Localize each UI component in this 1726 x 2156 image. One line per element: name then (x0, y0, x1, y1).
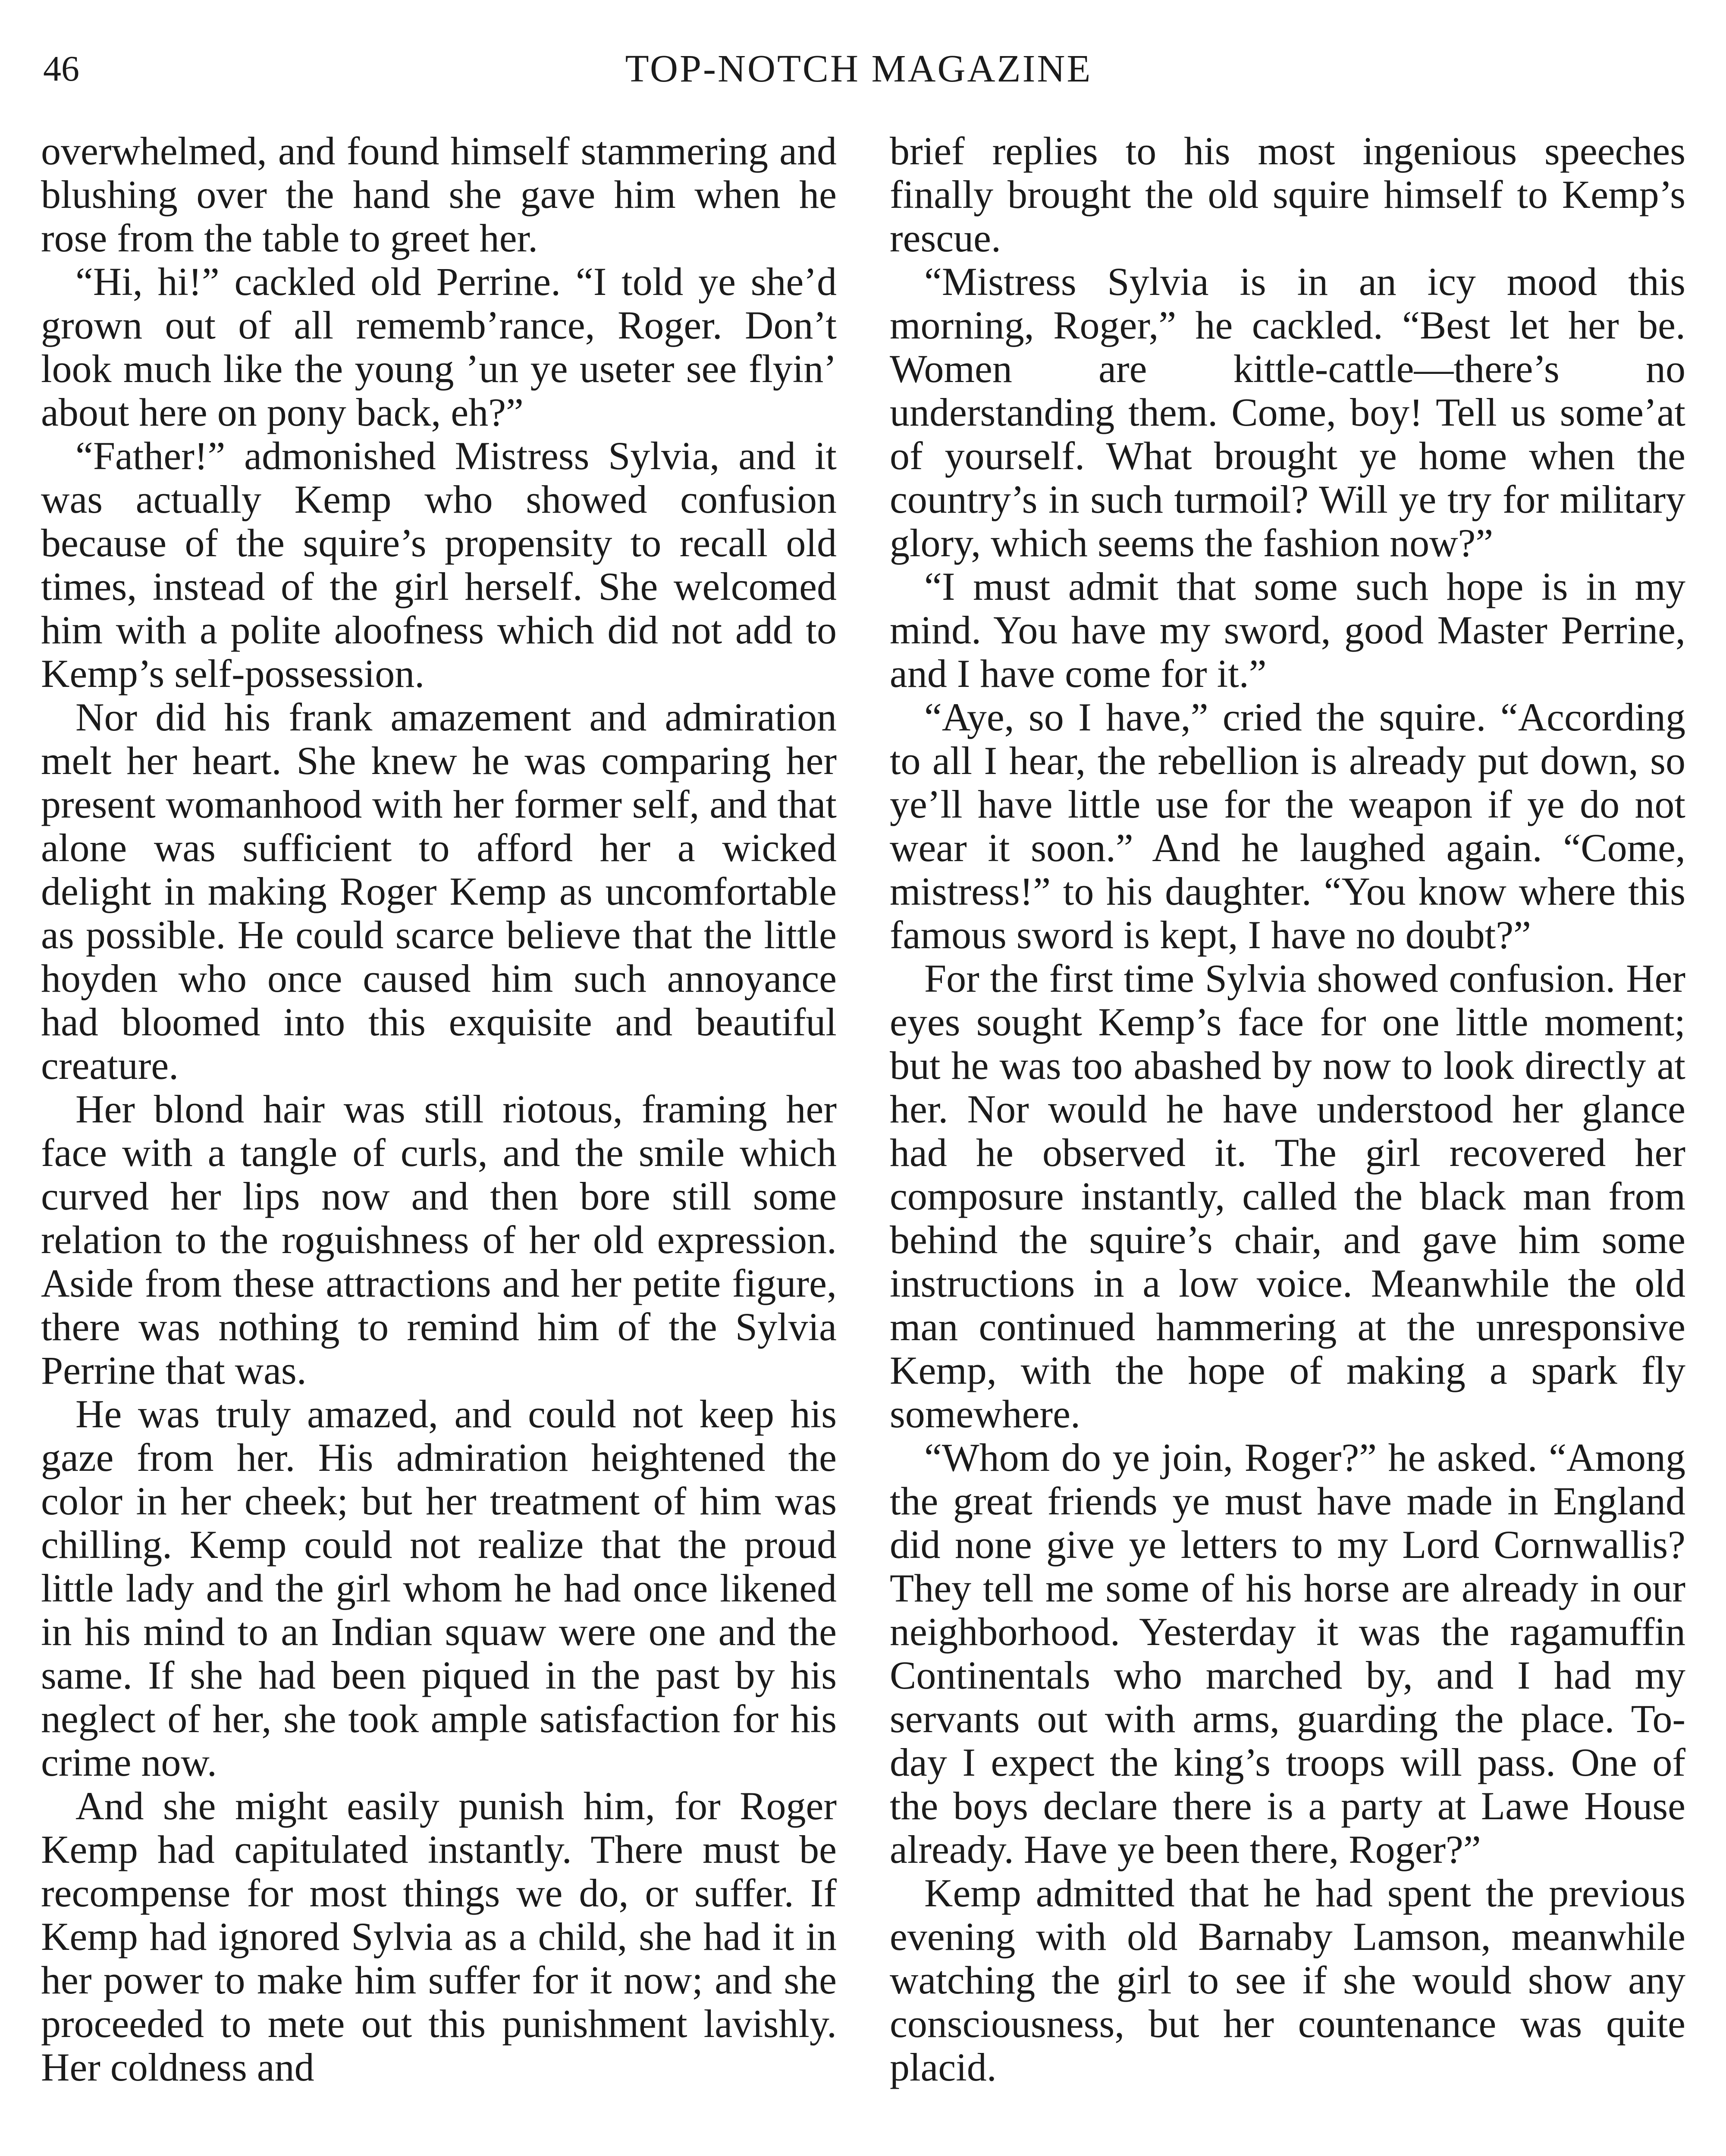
page-number: 46 (43, 49, 79, 89)
left-column (41, 129, 837, 2089)
magazine-title: TOP-NOTCH MAGAZINE (625, 47, 1092, 90)
paragraph: Kemp admitted that he had spent the previous evening with old Barnaby Lamson, meanwhile watching the girl to see if she would show any consciousness, but her countenance was quite placid. (890, 1871, 1685, 2089)
paragraph: brief replies to his most ingenious speeches finally brought the old squire himself to Kemp’s rescue. (890, 129, 1685, 260)
paragraph: “I must admit that some such hope is in my mind. You have my sword, good Master Perrine, and I have come for it.” (890, 564, 1685, 696)
paragraph: For the first time Sylvia showed confusion. Her eyes sought Kemp’s face for one little moment; but he was too abashed by now to look directly at her. Nor would he have understood her glance had he observed it. The girl recovered her composure instantly, called the black man from behind the squire’s chair, and gave him some instructions in a low voice. Meanwhile the old man continued hammering at the unresponsive Kemp, with the hope of making a spark fly somewhere. (890, 956, 1685, 1436)
paragraph: “Hi, hi!” cackled old Perrine. “I told ye she’d grown out of all rememb’rance, Roger. Don’t look much like the young ’un ye useter see flyin’ about here on pony back, eh?” (41, 260, 837, 434)
paragraph: “Father!” admonished Mistress Sylvia, and it was actually Kemp who showed confusion because of the squire’s propensity to recall old times, instead of the girl herself. She welcomed him with a polite aloofness which did not add to Kemp’s self-possession. (41, 434, 837, 696)
paragraph: Nor did his frank amazement and admiration melt her heart. She knew he was comparing her present womanhood with her former self, and that alone was sufficient to afford her a wicked delight in making Roger Kemp as uncomfortable as possible. He could scarce believe that the little hoyden who once caused him such annoyance had bloomed into this exquisite and beautiful creature. (41, 695, 837, 1087)
right-column (890, 129, 1685, 2089)
paragraph: “Aye, so I have,” cried the squire. “According to all I hear, the rebellion is already put down, so ye’ll have little use for the weapon if ye do not wear it soon.” And he laughed again. “Come, mistress!” to his daughter. “You know where this famous sword is kept, I have no doubt?” (890, 695, 1685, 957)
paragraph: He was truly amazed, and could not keep his gaze from her. His admiration heightened the color in her cheek; but her treatment of him was chilling. Kemp could not realize that the proud little lady and the girl whom he had once likened in his mind to an Indian squaw were one and the same. If she had been piqued in the past by his neglect of her, she took ample satisfaction for his crime now. (41, 1392, 837, 1784)
paragraph: And she might easily punish him, for Roger Kemp had capitulated instantly. There must be recompense for most things we do, or suffer. If Kemp had ignored Sylvia as a child, she had it in her power to make him suffer for it now; and she proceeded to mete out this punishment lavishly. Her coldness and (41, 1784, 837, 2089)
paragraph: Her blond hair was still riotous, framing her face with a tangle of curls, and the smile which curved her lips now and then bore still some relation to the roguishness of her old expression. Aside from these attractions and her petite figure, there was nothing to remind him of the Sylvia Perrine that was. (41, 1087, 837, 1392)
paragraph: overwhelmed, and found himself stammering and blushing over the hand she gave him when he rose from the table to greet her. (41, 129, 837, 260)
page-header (43, 47, 1674, 99)
paragraph: “Mistress Sylvia is in an icy mood this morning, Roger,” he cackled. “Best let her be. Women are kittle-cattle—there’s no understanding them. Come, boy! Tell us some’at of yourself. What brought ye home when the country’s in such turmoil? Will ye try for military glory, which seems the fashion now?” (890, 260, 1685, 565)
paragraph: “Whom do ye join, Roger?” he asked. “Among the great friends ye must have made in England did none give ye letters to my Lord Cornwallis? They tell me some of his horse are already in our neighborhood. Yesterday it was the ragamuffin Continentals who marched by, and I had my servants out with arms, guarding the place. To-day I expect the king’s troops will pass. One of the boys declare there is a party at Lawe House already. Have ye been there, Roger?” (890, 1435, 1685, 1871)
